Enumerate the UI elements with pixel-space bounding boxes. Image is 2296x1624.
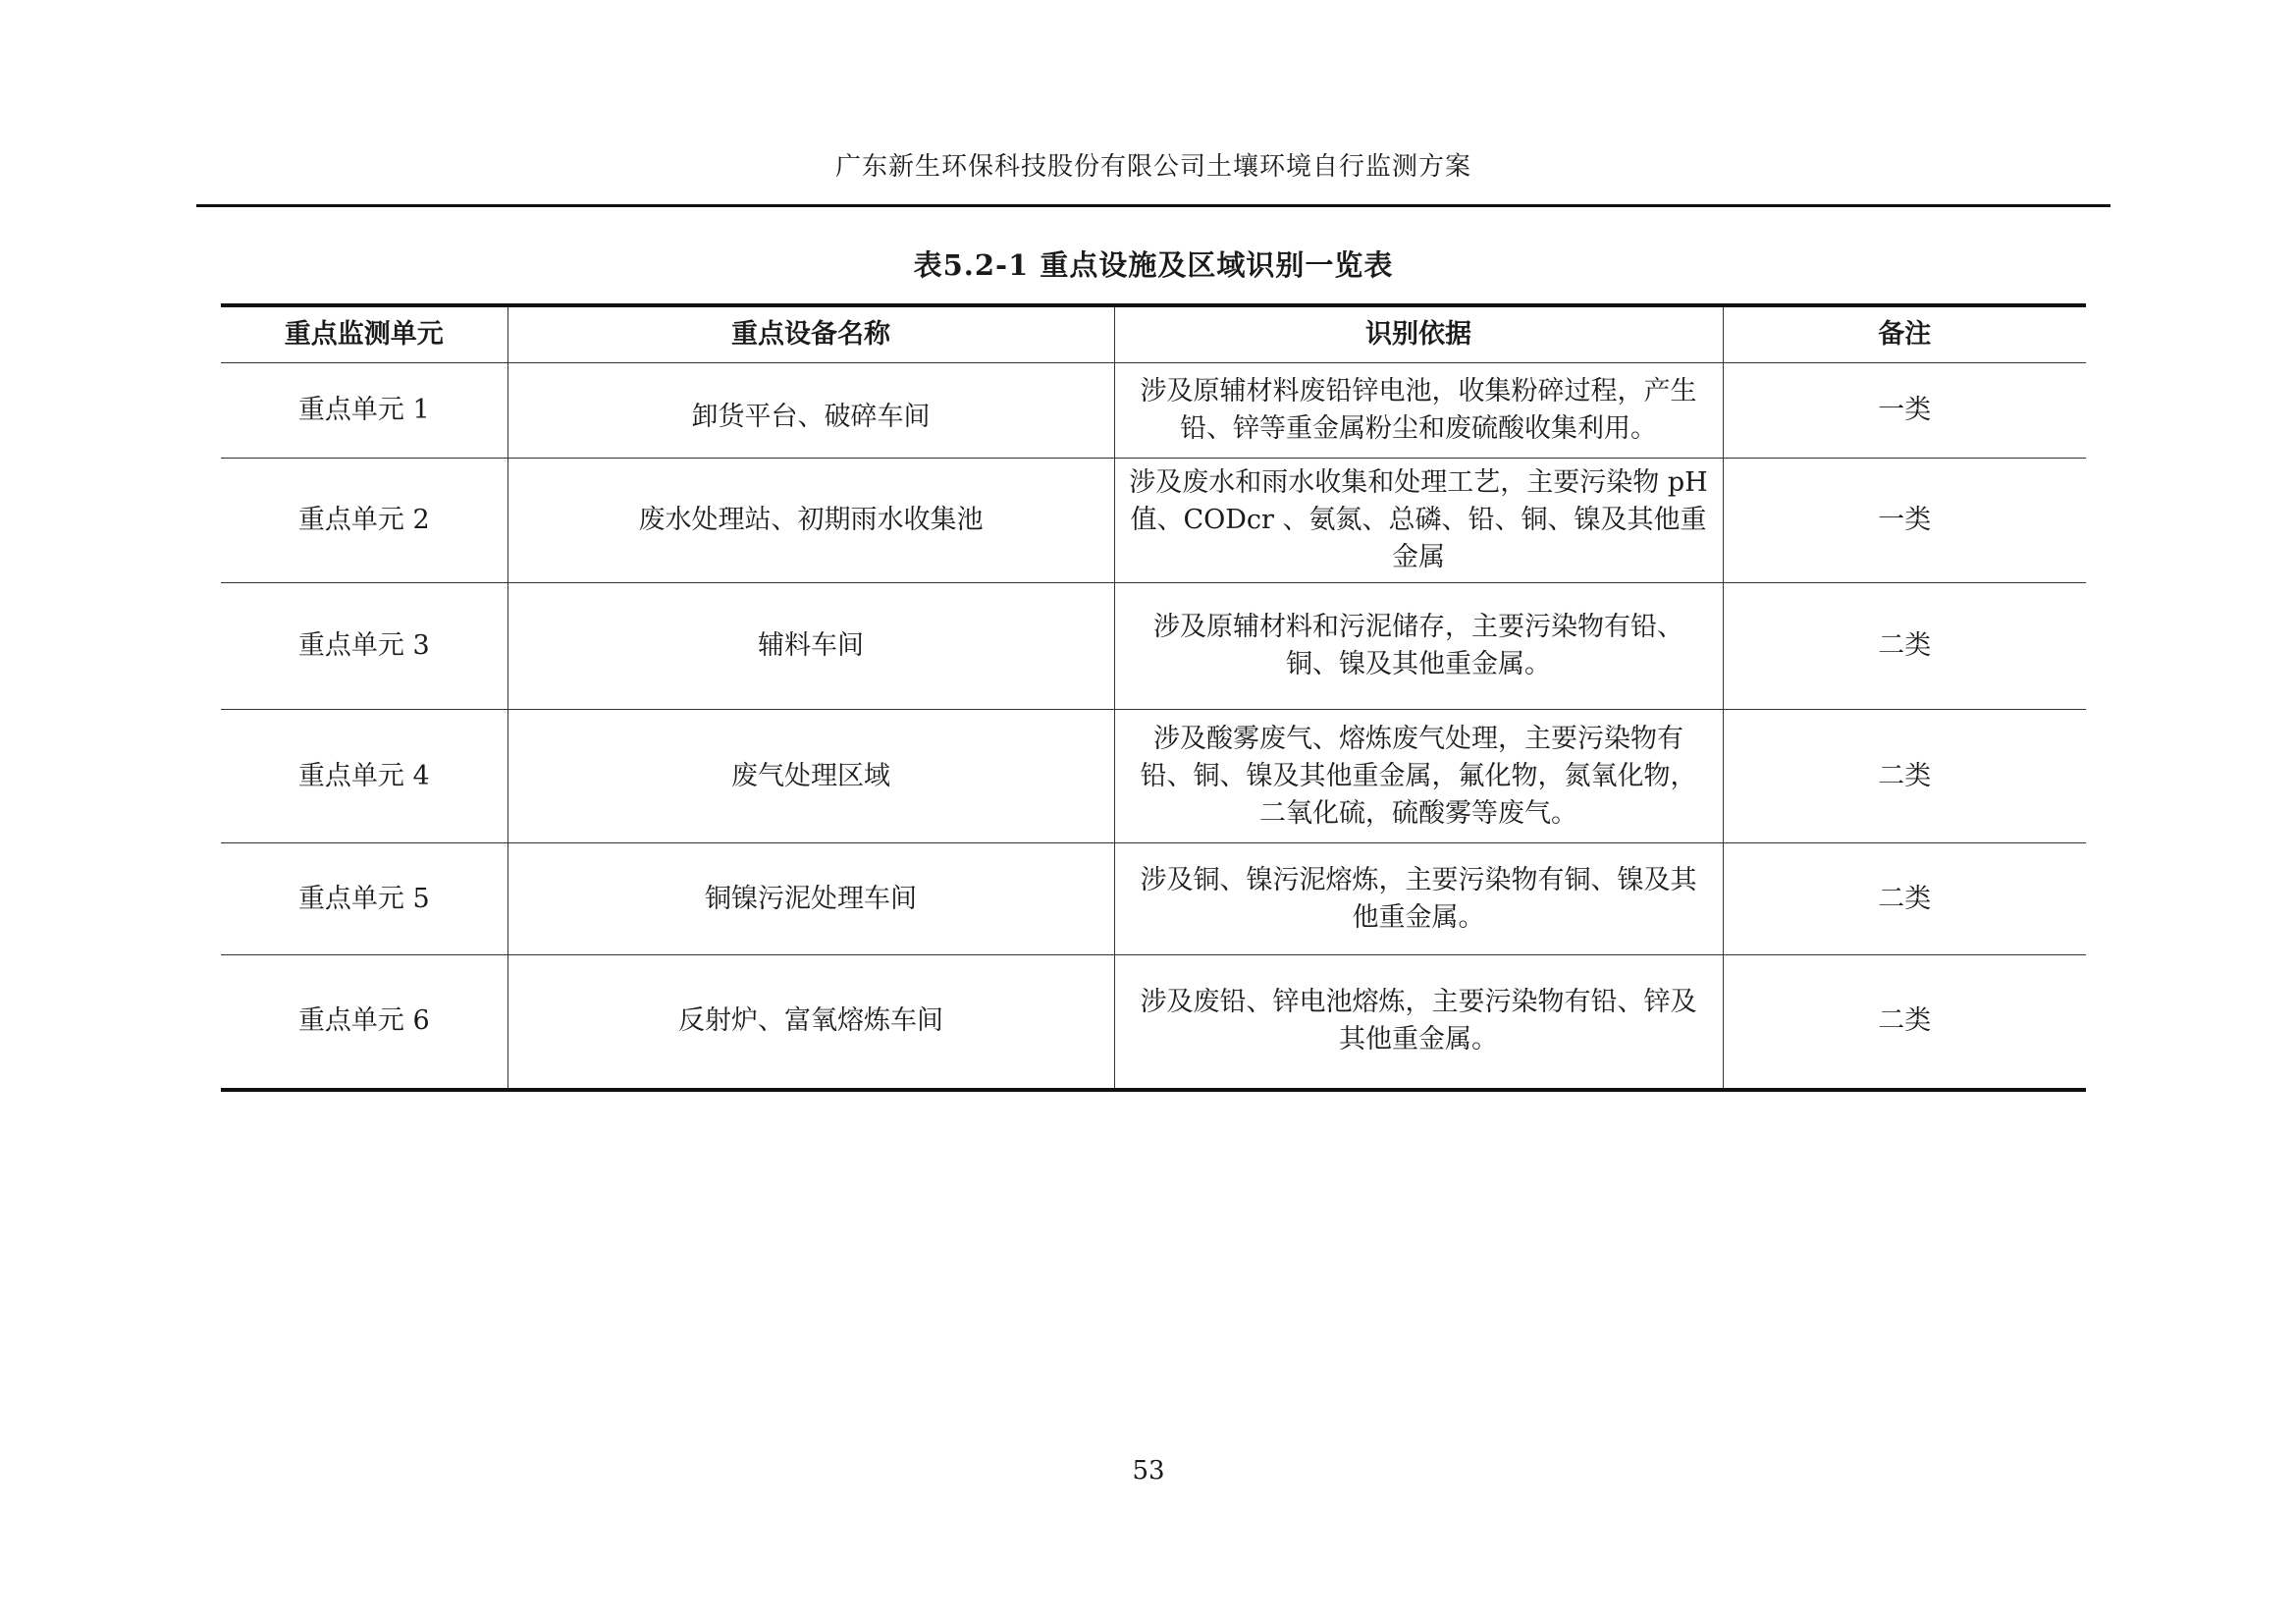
cell-basis: 涉及废水和雨水收集和处理工艺，主要污染物 pH 值、CODcr 、氨氮、总磷、铅、铜、镍及其他重金属 bbox=[1114, 459, 1723, 583]
cell-equipment: 废气处理区域 bbox=[507, 710, 1114, 843]
column-header-equipment: 重点设备名称 bbox=[507, 305, 1114, 363]
cell-remark: 一类 bbox=[1723, 459, 2086, 583]
cell-equipment: 废水处理站、初期雨水收集池 bbox=[507, 459, 1114, 583]
cell-basis: 涉及原辅材料和污泥储存，主要污染物有铅、铜、镍及其他重金属。 bbox=[1114, 583, 1723, 710]
cell-equipment: 反射炉、富氧熔炼车间 bbox=[507, 955, 1114, 1090]
cell-unit: 重点单元 6 bbox=[221, 955, 507, 1090]
cell-unit: 重点单元 2 bbox=[221, 459, 507, 583]
table-header-row bbox=[221, 305, 2086, 363]
table-row bbox=[221, 459, 2086, 583]
table-row bbox=[221, 955, 2086, 1090]
cell-equipment: 辅料车间 bbox=[507, 583, 1114, 710]
cell-equipment: 卸货平台、破碎车间 bbox=[507, 363, 1114, 459]
column-header-remark: 备注 bbox=[1723, 305, 2086, 363]
cell-unit: 重点单元 5 bbox=[221, 843, 507, 955]
cell-basis: 涉及废铅、锌电池熔炼，主要污染物有铅、锌及其他重金属。 bbox=[1114, 955, 1723, 1090]
page-header: 广东新生环保科技股份有限公司土壤环境自行监测方案 bbox=[834, 152, 1471, 182]
table-row bbox=[221, 843, 2086, 955]
cell-remark: 一类 bbox=[1723, 363, 2086, 459]
cell-unit: 重点单元 3 bbox=[221, 583, 507, 710]
cell-equipment: 铜镍污泥处理车间 bbox=[507, 843, 1114, 955]
cell-remark: 二类 bbox=[1723, 955, 2086, 1090]
cell-unit: 重点单元 1 bbox=[221, 363, 507, 459]
table-title: 表5.2-1 重点设施及区域识别一览表 bbox=[913, 248, 1394, 282]
column-header-unit: 重点监测单元 bbox=[221, 305, 507, 363]
table-row bbox=[221, 583, 2086, 710]
header-divider bbox=[196, 204, 2110, 207]
table-row bbox=[221, 710, 2086, 843]
table-row bbox=[221, 363, 2086, 459]
cell-unit: 重点单元 4 bbox=[221, 710, 507, 843]
cell-basis: 涉及原辅材料废铅锌电池，收集粉碎过程，产生铅、锌等重金属粉尘和废硫酸收集利用。 bbox=[1114, 363, 1723, 459]
cell-basis: 涉及铜、镍污泥熔炼，主要污染物有铜、镍及其他重金属。 bbox=[1114, 843, 1723, 955]
cell-remark: 二类 bbox=[1723, 583, 2086, 710]
cell-basis: 涉及酸雾废气、熔炼废气处理，主要污染物有铅、铜、镍及其他重金属，氟化物，氮氧化物，二氧化硫，硫酸雾等废气。 bbox=[1114, 710, 1723, 843]
cell-remark: 二类 bbox=[1723, 710, 2086, 843]
facility-identification-table bbox=[221, 303, 2086, 1092]
column-header-basis: 识别依据 bbox=[1114, 305, 1723, 363]
page-number: 53 bbox=[1132, 1456, 1165, 1486]
cell-remark: 二类 bbox=[1723, 843, 2086, 955]
